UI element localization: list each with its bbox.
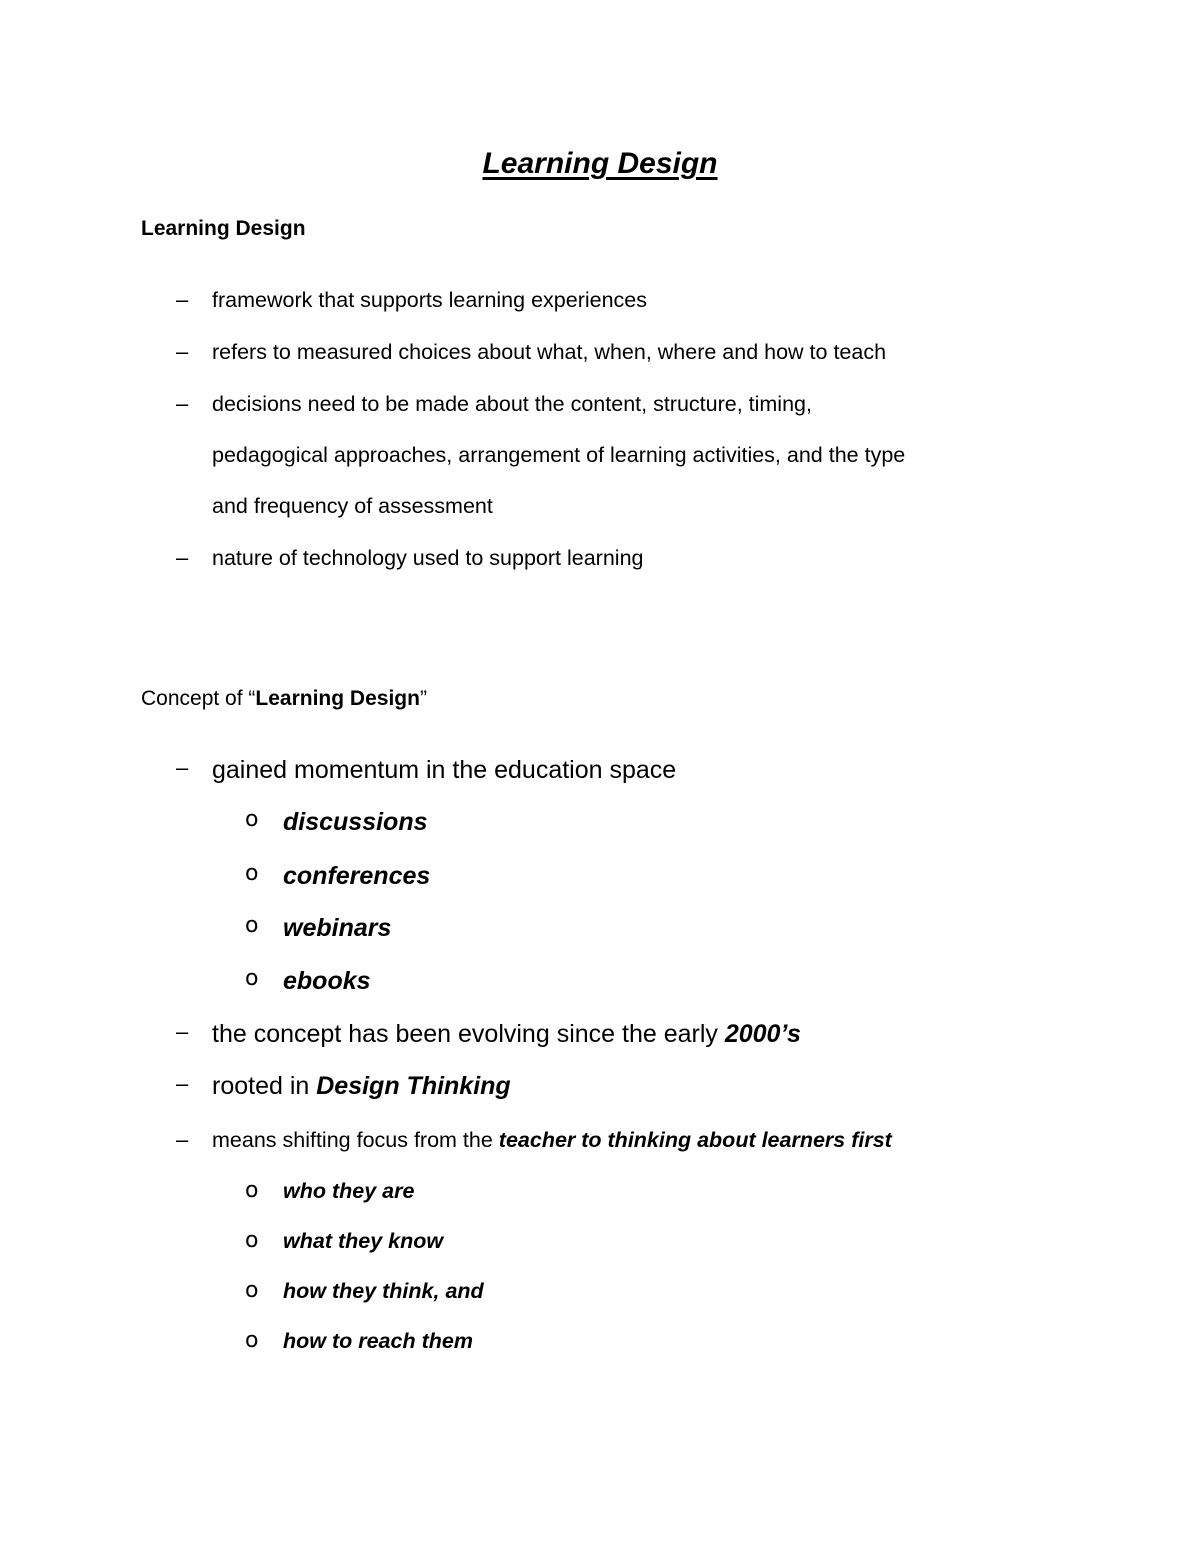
sub-item-text: conferences: [283, 862, 431, 890]
document-title: Learning Design: [482, 147, 718, 180]
heading-prefix: Concept of “: [141, 687, 256, 710]
list-item-text: framework that supports learning experiences: [212, 288, 647, 312]
section-heading-text: Learning Design: [141, 217, 306, 240]
list-item-text: and frequency of assessment: [212, 494, 493, 518]
circle-bullet-icon: o: [245, 807, 259, 832]
circle-bullet-icon: o: [245, 861, 259, 886]
dash-bullet: –: [176, 339, 189, 364]
circle-bullet-icon: o: [245, 966, 259, 991]
circle-bullet-icon: o: [245, 1178, 259, 1203]
sub-item-text: ebooks: [283, 967, 371, 995]
list-item-emphasis: Design Thinking: [316, 1072, 511, 1100]
circle-bullet-icon: o: [245, 1328, 259, 1353]
list-item-emphasis: teacher to thinking about learners first: [498, 1128, 892, 1152]
sub-item-text: what they know: [283, 1229, 444, 1253]
dash-bullet: –: [176, 1019, 189, 1044]
sub-item-text: webinars: [283, 914, 392, 942]
sub-item-text: how to reach them: [283, 1329, 473, 1353]
section-heading-concept: [141, 686, 427, 712]
list-item-text: [212, 1071, 511, 1101]
list-item-text: decisions need to be made about the content, structure, timing,: [212, 392, 812, 416]
list-item-text: gained momentum in the education space: [212, 756, 677, 784]
circle-bullet-icon: o: [245, 1228, 259, 1253]
list-item-text: pedagogical approaches, arrangement of learning activities, and the type: [212, 443, 906, 467]
sub-item-text: who they are: [283, 1179, 415, 1203]
section-heading-learning-design: [141, 216, 306, 242]
heading-bold: Learning Design: [255, 687, 420, 710]
dash-bullet: –: [176, 391, 189, 416]
list-item-text: [212, 1019, 801, 1049]
list-item-plain: means shifting focus from the: [212, 1128, 499, 1152]
dash-bullet: –: [176, 755, 189, 780]
dash-bullet: –: [176, 1071, 189, 1096]
list-item-plain: the concept has been evolving since the early: [212, 1020, 725, 1048]
dash-bullet: –: [176, 545, 189, 570]
dash-bullet: –: [176, 287, 189, 312]
list-item-text: nature of technology used to support learning: [212, 546, 644, 570]
sub-item-text: discussions: [283, 808, 428, 836]
list-item-emphasis: 2000’s: [724, 1020, 801, 1048]
heading-suffix: ”: [419, 687, 427, 710]
dash-bullet: –: [176, 1127, 189, 1152]
list-item-text: refers to measured choices about what, when, where and how to teach: [212, 340, 887, 364]
list-item-text: [212, 1127, 892, 1153]
sub-item-text: how they think, and: [283, 1279, 484, 1303]
list-item-plain: rooted in: [212, 1072, 317, 1100]
circle-bullet-icon: o: [245, 1278, 259, 1303]
circle-bullet-icon: o: [245, 913, 259, 938]
